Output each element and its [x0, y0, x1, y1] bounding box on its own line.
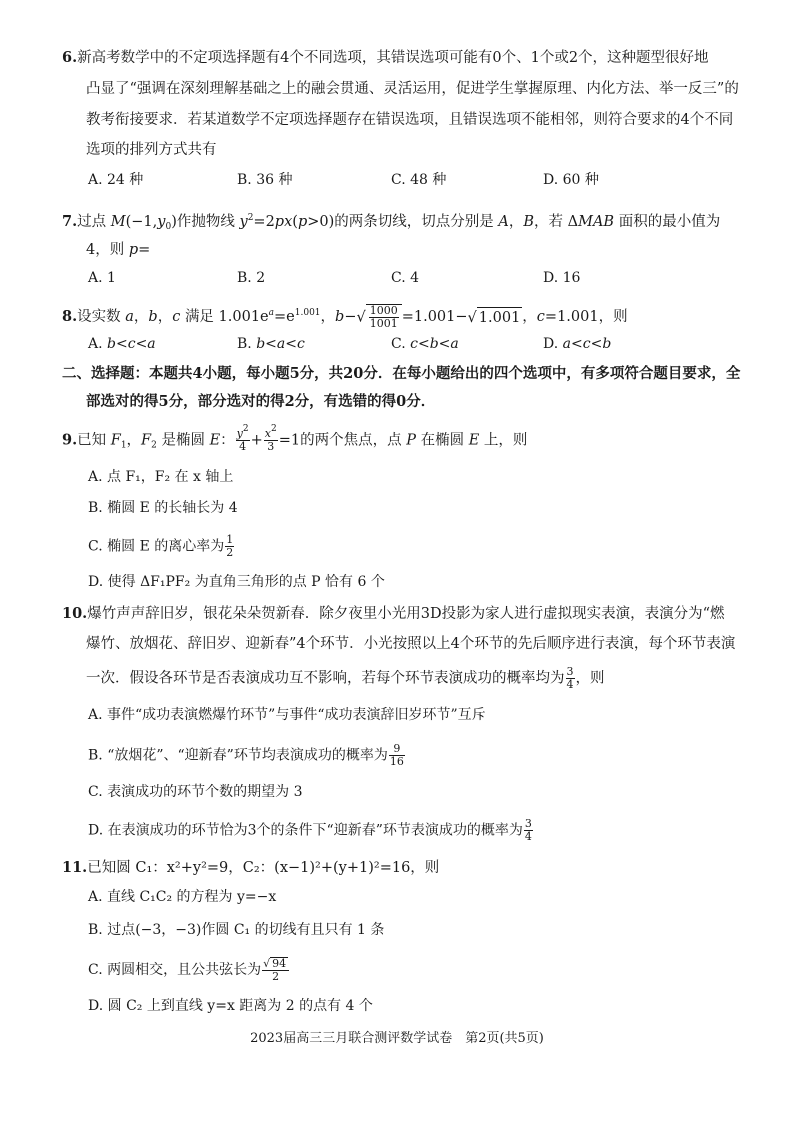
q6-line3: 教考衔接要求．若某道数学不定项选择题存在错误选项，且错误选项不能相邻，则符合要求的4个不同 [86, 112, 734, 128]
q7-number: 7. [62, 213, 78, 230]
q9-number: 9. [62, 431, 78, 449]
q11-option-c: C. 两圆相交，且公共弦长为 $\frac{√ 94}{2}$ [88, 957, 290, 983]
q9-line1: 9.已知 $F_1$，$F_2$ 是椭圆 E： $\frac{y^2}{4}$ + $\frac{x^2}{3}$ =1的两个焦点，点 P 在椭圆 E 上，则 [62, 424, 528, 453]
q8-sqrt-frac: √ $\frac{1000}{1001}$ [356, 304, 401, 330]
q10-option-d: D. 在表演成功的环节恰为3个的条件下“迎新春”环节表演成功的概率为 $\frac{3}{4}$ [88, 817, 532, 843]
q8-option-d: D. a<c<b [543, 336, 612, 352]
q7-option-c: C. 4 [391, 270, 420, 286]
q9-option-c: C. 椭圆 E 的离心率为 $\frac{1}{2}$ [88, 533, 234, 559]
q11-line1: 11.已知圆 C₁：x²+y²=9，C₂：(x−1)²+(y+1)²=16，则 [62, 859, 440, 876]
q10-option-b: B. “放烟花”、“迎新春”环节均表演成功的概率为 $\frac{9}{16}$ [88, 742, 404, 768]
q10-number: 10. [62, 605, 88, 622]
q11-option-d: D. 圆 C₂ 上到直线 y=x 距离为 2 的点有 4 个 [88, 998, 373, 1014]
q9-option-b: B. 椭圆 E 的长轴长为 4 [88, 500, 238, 516]
q8-option-c: C. c<b<a [391, 336, 459, 352]
q10-line2: 爆竹、放烟花、辞旧岁、迎新春”4个环节．小光按照以上4个环节的先后顺序进行表演，每个环节表演 [86, 636, 736, 652]
q11-option-a: A. 直线 C₁C₂ 的方程为 y=−x [88, 889, 277, 905]
q10-line3: 一次．假设各环节是否表演成功互不影响，若每个环节表演成功的概率均为 $\frac{3}{4}$ ，则 [86, 665, 605, 691]
q10-line1: 10.爆竹声声辞旧岁，银花朵朵贺新春．除夕夜里小光用3D投影为家人进行虚拟现实表演，表演分为“燃 [62, 605, 725, 622]
q7-option-d: D. 16 [543, 270, 581, 286]
q8-option-b: B. b<a<c [237, 336, 305, 352]
q6-option-a: A. 24 种 [88, 172, 144, 188]
q8-line1: 8.设实数 a，b，c 满足 $1.001e^a=e^{1.001}$，b−√ $\frac{1000}{1001}$ =1.001−√ 1.001 ，c=1.001，则 [62, 304, 628, 330]
q9-option-a: A. 点 F₁，F₂ 在 x 轴上 [88, 469, 234, 485]
q7-line1: 7.过点 $M(-1,y_0)$作抛物线 $y^2=2px(p>0)$的两条切线，切点分别是 A，B，若 ΔMAB 面积的最小值为 [62, 213, 721, 232]
q10-option-a: A. 事件“成功表演燃爆竹环节”与事件“成功表演辞旧岁环节”互斥 [88, 707, 486, 723]
q8-option-a: A. b<c<a [88, 336, 156, 352]
page-footer: 2023届高三三月联合测评数学试卷 第2页(共5页) [250, 1031, 544, 1046]
q10-option-c: C. 表演成功的环节个数的期望为 3 [88, 784, 303, 800]
q11-option-b: B. 过点(−3，−3)作圆 C₁ 的切线有且只有 1 条 [88, 922, 385, 938]
q6-line4: 选项的排列方式共有 [86, 142, 217, 158]
q7-option-a: A. 1 [88, 270, 116, 286]
q8-number: 8. [62, 308, 78, 325]
q6-option-c: C. 48 种 [391, 172, 447, 188]
section2-line1: 二、选择题：本题共4小题，每小题5分，共20分．在每小题给出的四个选项中，有多项符合题目要求，全 [62, 365, 741, 382]
q7-option-b: B. 2 [237, 270, 266, 286]
q7-line2: 4，则 p= [86, 242, 151, 258]
q9-option-d: D. 使得 ΔF₁PF₂ 为直角三角形的点 P 恰有 6 个 [88, 574, 385, 590]
q6-line1: 6.新高考数学中的不定项选择题有4个不同选项，其错误选项可能有0个、1个或2个，这种题型很好地 [62, 49, 709, 66]
q6-number: 6. [62, 49, 78, 66]
q11-number: 11. [62, 859, 88, 876]
q6-option-d: D. 60 种 [543, 172, 599, 188]
q6-option-b: B. 36 种 [237, 172, 293, 188]
section2-line2: 部选对的得5分，部分选对的得2分，有选错的得0分． [86, 393, 436, 410]
q6-line2: 凸显了“强调在深刻理解基础之上的融会贯通、灵活运用，促进学生掌握原理、内化方法、举一反三”的 [86, 81, 739, 97]
